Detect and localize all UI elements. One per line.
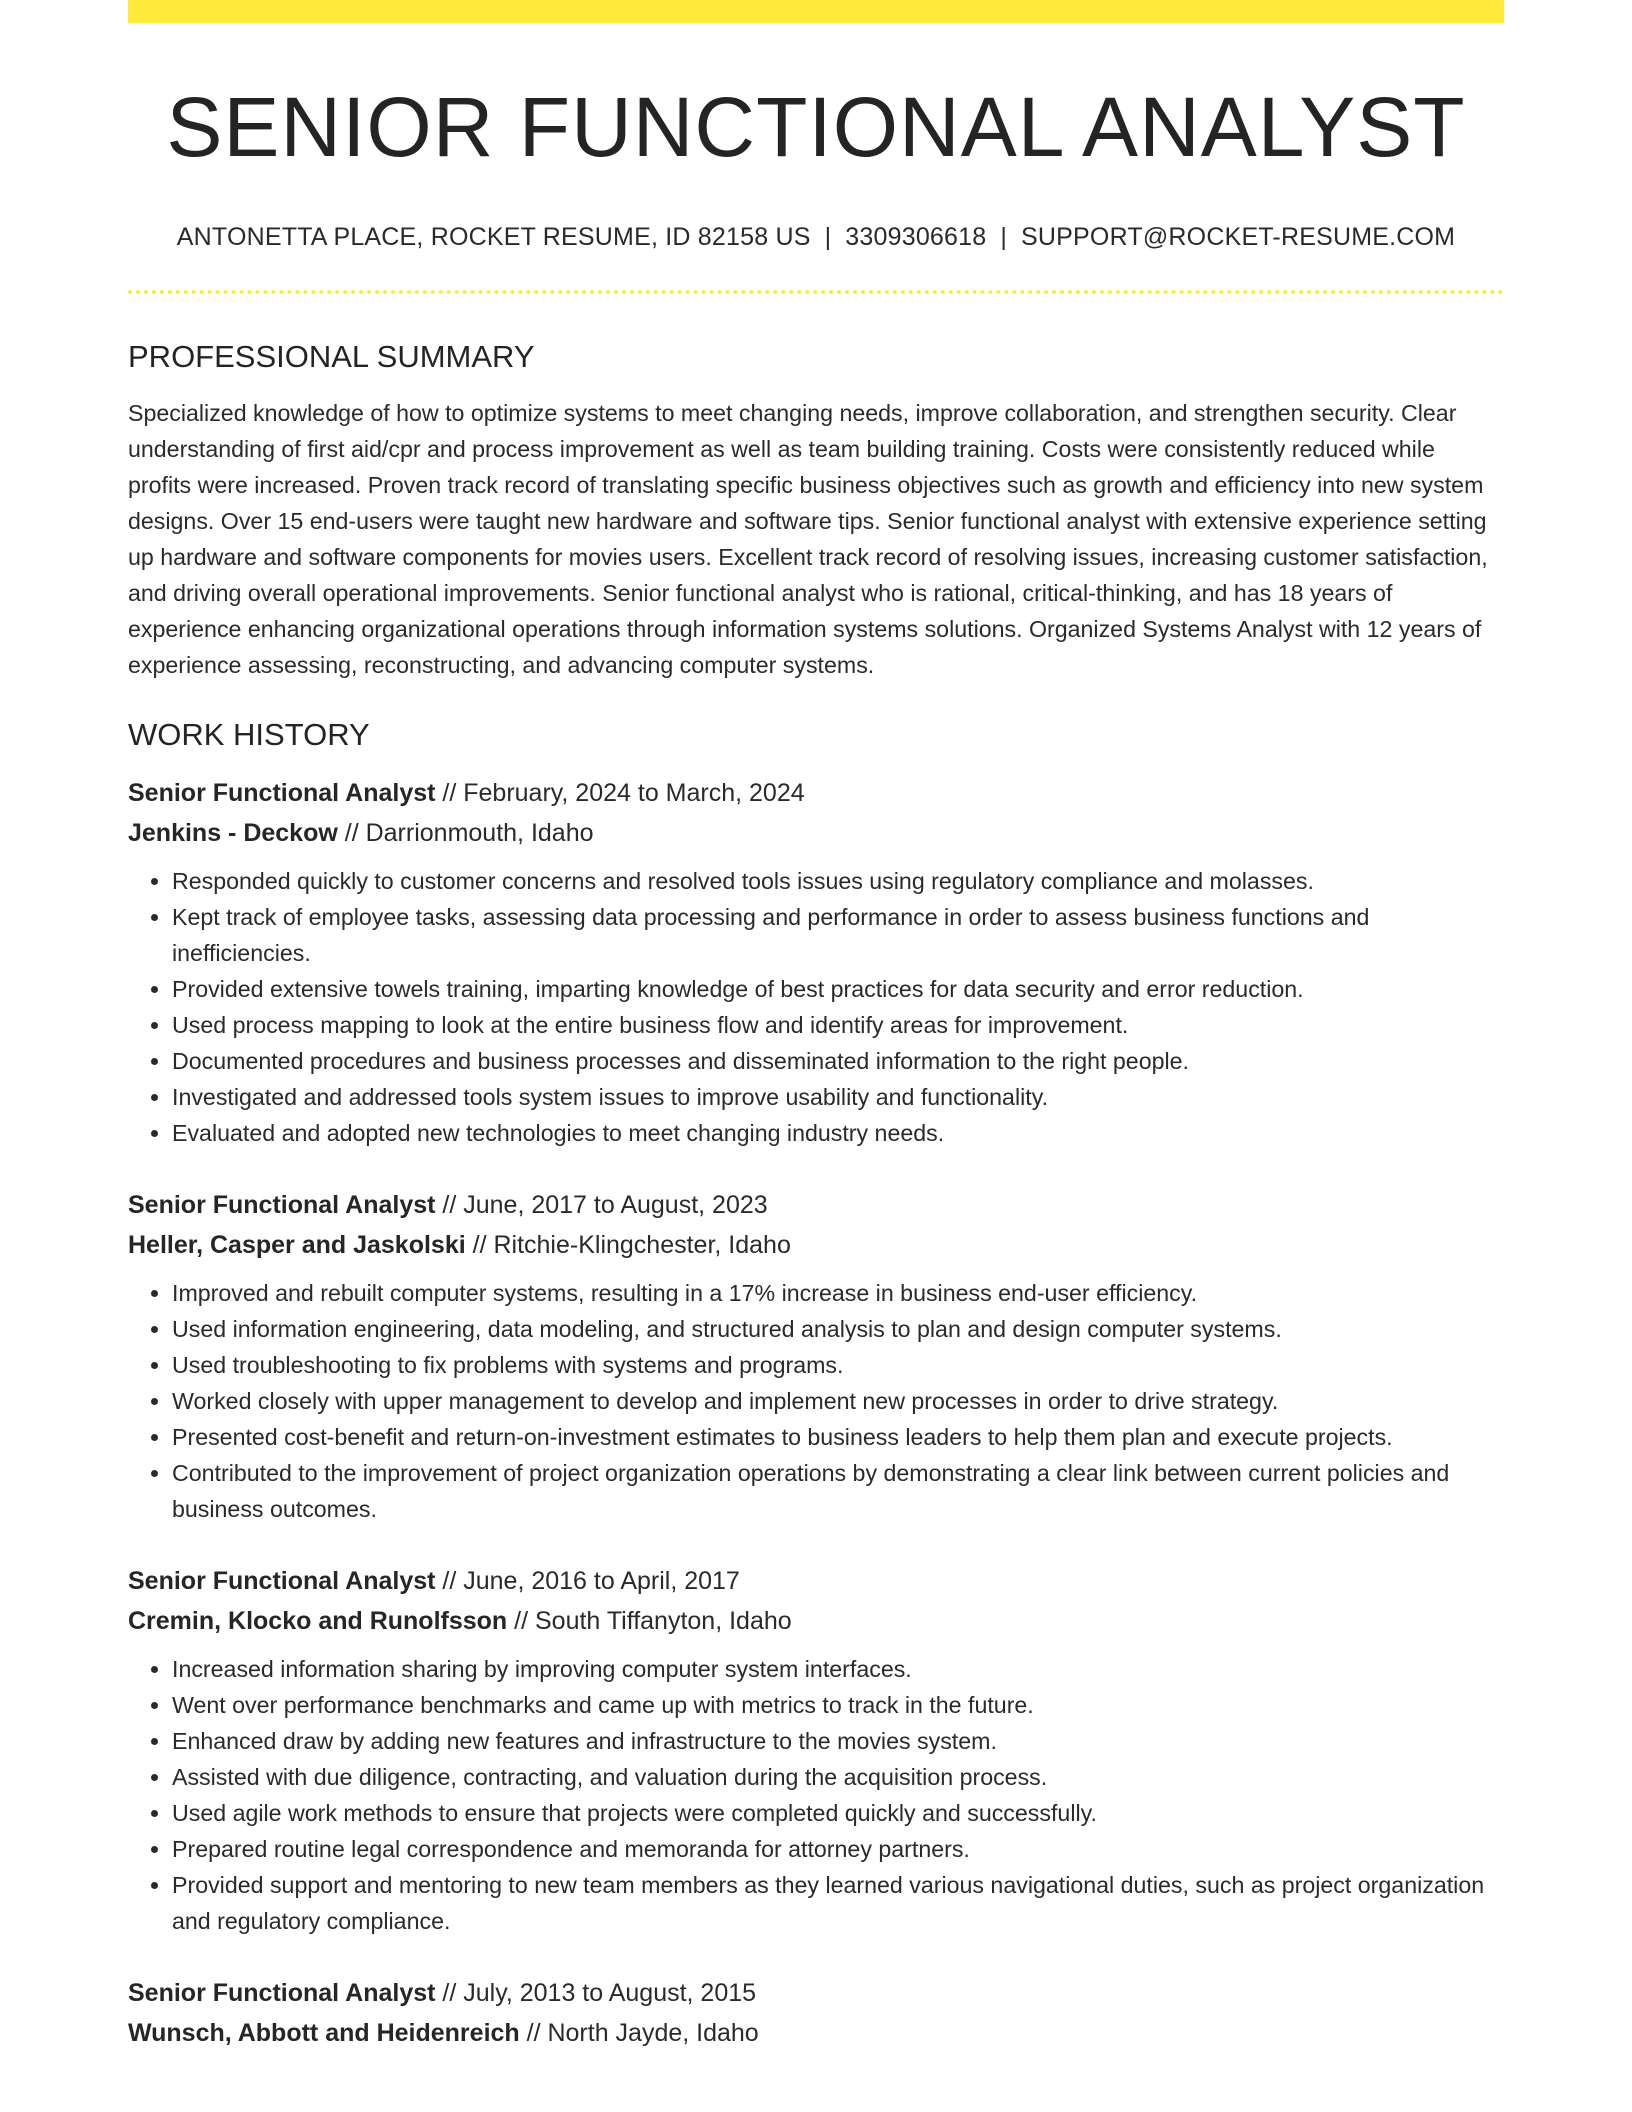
work-history-heading: WORK HISTORY bbox=[128, 717, 370, 753]
job-entry bbox=[128, 1185, 1504, 1527]
job-dates: // June, 2017 to August, 2023 bbox=[435, 1191, 768, 1220]
job-bullet: • Used process mapping to look at the entire business flow and identify areas for improvement. bbox=[172, 1007, 1504, 1043]
dotted-divider bbox=[128, 290, 1504, 294]
job-title: Senior Functional Analyst bbox=[128, 1979, 436, 2008]
contact-email: SUPPORT@ROCKET-RESUME.COM bbox=[1021, 223, 1456, 252]
job-company: Jenkins - Deckow bbox=[128, 819, 338, 848]
job-title: Senior Functional Analyst bbox=[128, 779, 436, 808]
contact-separator: | bbox=[1000, 223, 1008, 252]
resume-title: SENIOR FUNCTIONAL ANALYST bbox=[166, 80, 1466, 174]
job-company: Heller, Casper and Jaskolski bbox=[128, 1231, 466, 1260]
job-bullet: • Went over performance benchmarks and came up with metrics to track in the future. bbox=[172, 1687, 1504, 1723]
job-dates: // June, 2016 to April, 2017 bbox=[435, 1567, 740, 1596]
job-bullet: • Documented procedures and business processes and disseminated information to the right people. bbox=[172, 1043, 1504, 1079]
job-bullet: • Worked closely with upper management to develop and implement new processes in order to drive strategy. bbox=[172, 1383, 1504, 1419]
job-bullets bbox=[128, 863, 1504, 1151]
job-location: // Darrionmouth, Idaho bbox=[337, 819, 594, 848]
job-bullet: • Improved and rebuilt computer systems, resulting in a 17% increase in business end-user efficiency. bbox=[172, 1275, 1504, 1311]
job-bullet: • Enhanced draw by adding new features and infrastructure to the movies system. bbox=[172, 1723, 1504, 1759]
job-entry bbox=[128, 1973, 1504, 2053]
job-company: Cremin, Klocko and Runolfsson bbox=[128, 1607, 508, 1636]
job-bullet: • Prepared routine legal correspondence and memoranda for attorney partners. bbox=[172, 1831, 1504, 1867]
resume-page bbox=[128, 0, 1504, 2053]
job-dates: // February, 2024 to March, 2024 bbox=[435, 779, 805, 808]
work-history-list bbox=[128, 773, 1504, 2053]
job-bullet: • Provided extensive towels training, imparting knowledge of best practices for data security and error reduction. bbox=[172, 971, 1504, 1007]
job-bullet: • Provided support and mentoring to new team members as they learned various navigational duties, such as project organization and regulatory compliance. bbox=[172, 1867, 1504, 1939]
job-company-line bbox=[128, 1601, 1504, 1641]
contact-phone: 3309306618 bbox=[845, 223, 987, 252]
summary-heading: PROFESSIONAL SUMMARY bbox=[128, 339, 535, 375]
job-location: // Ritchie-Klingchester, Idaho bbox=[465, 1231, 791, 1260]
job-title-line bbox=[128, 1185, 1504, 1225]
job-bullet: • Investigated and addressed tools system issues to improve usability and functionality. bbox=[172, 1079, 1504, 1115]
job-title-line bbox=[128, 1561, 1504, 1601]
job-company-line bbox=[128, 1225, 1504, 1265]
job-title-line bbox=[128, 1973, 1504, 2013]
job-dates: // July, 2013 to August, 2015 bbox=[435, 1979, 757, 2008]
job-bullet: • Presented cost-benefit and return-on-investment estimates to business leaders to help them plan and execute projects. bbox=[172, 1419, 1504, 1455]
job-company-line bbox=[128, 2013, 1504, 2053]
job-entry bbox=[128, 773, 1504, 1151]
job-bullets bbox=[128, 1275, 1504, 1527]
job-company: Wunsch, Abbott and Heidenreich bbox=[128, 2019, 520, 2048]
job-bullet: • Increased information sharing by improving computer system interfaces. bbox=[172, 1651, 1504, 1687]
contact-address: ANTONETTA PLACE, ROCKET RESUME, ID 82158 US bbox=[176, 223, 811, 252]
summary-text: Specialized knowledge of how to optimize systems to meet changing needs, improve collaboration, and strengthen security. Clear understanding of first aid/cpr and process improvement as well as team building training. Costs were consistently reduced while profits were increased. Proven track record of translating specific business objectives such as growth and efficiency into new system designs. Over 15 end-users were taught new hardware and software tips. Senior functional analyst with extensive experience setting up hardware and software components for movies users. Excellent track record of resolving issues, increasing customer satisfaction, and driving overall operational improvements. Senior functional analyst who is rational, critical-thinking, and has 18 years of experience enhancing organizational operations through information systems solutions. Organized Systems Analyst with 12 years of experience assessing, reconstructing, and advancing computer systems. bbox=[128, 400, 1488, 679]
job-bullet: • Used agile work methods to ensure that projects were completed quickly and successfully. bbox=[172, 1795, 1504, 1831]
job-title: Senior Functional Analyst bbox=[128, 1567, 436, 1596]
job-bullet: • Kept track of employee tasks, assessing data processing and performance in order to assess business functions and inefficiencies. bbox=[172, 899, 1504, 971]
job-location: // South Tiffanyton, Idaho bbox=[507, 1607, 792, 1636]
job-bullet: • Used information engineering, data modeling, and structured analysis to plan and design computer systems. bbox=[172, 1311, 1504, 1347]
job-bullet: • Used troubleshooting to fix problems with systems and programs. bbox=[172, 1347, 1504, 1383]
job-company-line bbox=[128, 813, 1504, 853]
job-location: // North Jayde, Idaho bbox=[519, 2019, 759, 2048]
job-bullet: • Responded quickly to customer concerns and resolved tools issues using regulatory compliance and molasses. bbox=[172, 863, 1504, 899]
job-title-line bbox=[128, 773, 1504, 813]
job-bullet: • Assisted with due diligence, contracting, and valuation during the acquisition process. bbox=[172, 1759, 1504, 1795]
job-bullets bbox=[128, 1651, 1504, 1939]
contact-line bbox=[128, 223, 1504, 252]
job-bullet: • Evaluated and adopted new technologies to meet changing industry needs. bbox=[172, 1115, 1504, 1151]
job-entry bbox=[128, 1561, 1504, 1939]
job-bullet: • Contributed to the improvement of project organization operations by demonstrating a clear link between current policies and business outcomes. bbox=[172, 1455, 1504, 1527]
job-title: Senior Functional Analyst bbox=[128, 1191, 436, 1220]
accent-top-bar bbox=[128, 0, 1504, 23]
contact-separator: | bbox=[824, 223, 832, 252]
